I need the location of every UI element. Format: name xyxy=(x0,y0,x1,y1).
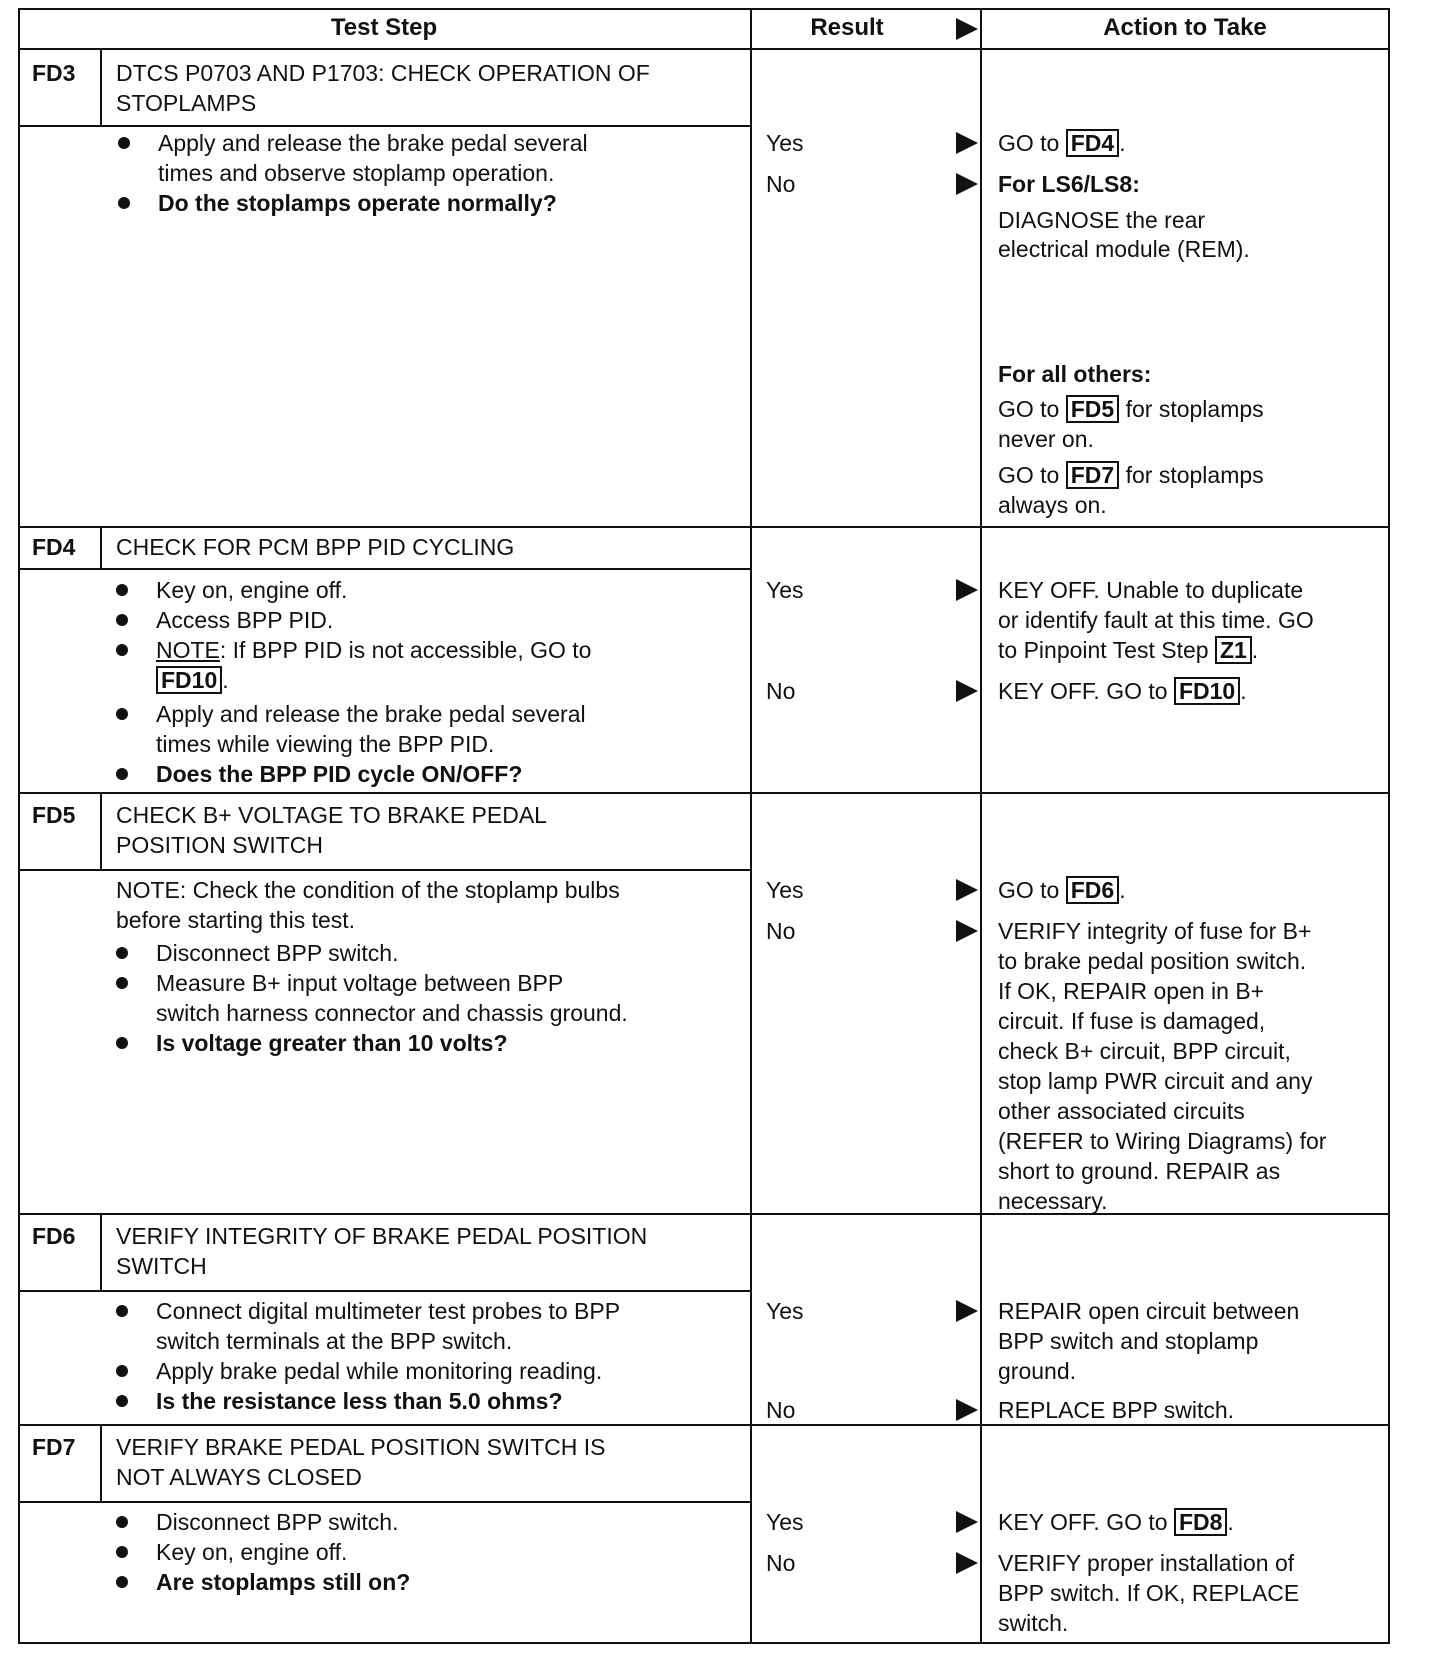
arrow-icon xyxy=(956,1300,978,1322)
action-text: short to ground. REPAIR as xyxy=(998,1158,1281,1184)
arrow-icon xyxy=(956,1399,978,1421)
action-text: BPP switch. If OK, REPLACE xyxy=(998,1580,1300,1606)
step-id: FD4 xyxy=(32,534,76,560)
step-instruction: Disconnect BPP switch. xyxy=(156,1509,399,1535)
step-title: DTCS P0703 AND P1703: CHECK OPERATION OF xyxy=(116,60,650,86)
result-no: No xyxy=(766,1397,796,1423)
step-instruction-cont: times and observe stoplamp operation. xyxy=(158,160,555,186)
action-no: KEY OFF. GO to FD10 . xyxy=(998,678,1247,704)
step-question: Does the BPP PID cycle ON/OFF? xyxy=(156,761,523,787)
action-text: KEY OFF. Unable to duplicate xyxy=(998,577,1304,603)
arrow-icon xyxy=(956,920,978,942)
step-id: FD3 xyxy=(32,60,76,86)
arrow-icon xyxy=(956,1511,978,1533)
section-divider xyxy=(18,792,1390,794)
action-text: circuit. If fuse is damaged, xyxy=(998,1008,1266,1034)
action-column-divider xyxy=(980,8,982,1644)
table-border-top xyxy=(18,8,1390,10)
step-title: CHECK FOR PCM BPP PID CYCLING xyxy=(116,534,515,560)
step-id: FD6 xyxy=(32,1223,76,1249)
action-no: REPLACE BPP switch. xyxy=(998,1397,1235,1423)
arrow-icon xyxy=(956,680,978,702)
step-link-fd6[interactable]: FD6 xyxy=(1066,876,1119,904)
action-text: stop lamp PWR circuit and any xyxy=(998,1068,1313,1094)
action-text: GO to FD5 for stoplamps xyxy=(998,396,1264,422)
header-result: Result xyxy=(810,14,884,41)
step-instruction: Apply and release the brake pedal several xyxy=(156,701,586,727)
step-title: SWITCH xyxy=(116,1253,207,1279)
title-underline xyxy=(18,568,752,570)
pinpoint-test-table xyxy=(18,8,1390,1644)
step-question: Are stoplamps still on? xyxy=(156,1569,411,1595)
arrow-icon xyxy=(956,1552,978,1574)
step-title: CHECK B+ VOLTAGE TO BRAKE PEDAL xyxy=(116,802,547,828)
result-yes: Yes xyxy=(766,577,804,603)
step-link-fd5[interactable]: FD5 xyxy=(1066,395,1119,423)
action-text: never on. xyxy=(998,426,1094,452)
step-id: FD5 xyxy=(32,802,76,828)
step-instruction: Key on, engine off. xyxy=(156,577,348,603)
header-arrow-icon xyxy=(956,18,978,40)
action-text: REPAIR open circuit between xyxy=(998,1298,1300,1324)
step-link-z1[interactable]: Z1 xyxy=(1215,636,1252,664)
action-text: If OK, REPAIR open in B+ xyxy=(998,978,1265,1004)
table-border-bottom xyxy=(18,1642,1390,1644)
step-title: NOT ALWAYS CLOSED xyxy=(116,1464,362,1490)
action-text: or identify fault at this time. GO xyxy=(998,607,1314,633)
action-heading: For all others: xyxy=(998,361,1152,387)
table-border-right xyxy=(1388,8,1390,1644)
id-cell-divider xyxy=(100,1213,102,1291)
header-action: Action to Take xyxy=(1103,14,1267,41)
step-link-fd4[interactable]: FD4 xyxy=(1066,129,1119,157)
arrow-icon xyxy=(956,173,978,195)
id-cell-divider xyxy=(100,48,102,126)
action-text: VERIFY integrity of fuse for B+ xyxy=(998,918,1312,944)
action-heading: For LS6/LS8: xyxy=(998,171,1140,197)
step-instruction: Measure B+ input voltage between BPP xyxy=(156,970,564,996)
step-title: POSITION SWITCH xyxy=(116,832,323,858)
step-question: Is voltage greater than 10 volts? xyxy=(156,1030,508,1056)
step-instruction: Disconnect BPP switch. xyxy=(156,940,399,966)
step-question: Is the resistance less than 5.0 ohms? xyxy=(156,1388,563,1414)
step-link-fd10[interactable]: FD10 xyxy=(1174,677,1240,705)
step-title: VERIFY INTEGRITY OF BRAKE PEDAL POSITION xyxy=(116,1223,648,1249)
result-no: No xyxy=(766,918,796,944)
result-no: No xyxy=(766,678,796,704)
step-instruction-cont: switch terminals at the BPP switch. xyxy=(156,1328,513,1354)
table-border-left xyxy=(18,8,20,1644)
step-instruction-cont: times while viewing the BPP PID. xyxy=(156,731,495,757)
action-text: check B+ circuit, BPP circuit, xyxy=(998,1038,1291,1064)
step-instruction-cont: switch harness connector and chassis ground. xyxy=(156,1000,628,1026)
arrow-icon xyxy=(956,579,978,601)
arrow-icon xyxy=(956,132,978,154)
title-underline xyxy=(18,1290,752,1292)
step-instruction: Apply and release the brake pedal several xyxy=(158,130,588,156)
id-cell-divider xyxy=(100,792,102,870)
action-text: VERIFY proper installation of xyxy=(998,1550,1295,1576)
step-link-fd7[interactable]: FD7 xyxy=(1066,461,1119,489)
step-link-fd10[interactable]: FD10 xyxy=(156,666,222,694)
id-cell-divider xyxy=(100,1424,102,1502)
result-yes: Yes xyxy=(766,130,804,156)
action-text: BPP switch and stoplamp xyxy=(998,1328,1259,1354)
action-text: switch. xyxy=(998,1610,1069,1636)
step-id: FD7 xyxy=(32,1434,76,1460)
title-underline xyxy=(18,869,752,871)
arrow-icon xyxy=(956,879,978,901)
step-note: NOTE: Check the condition of the stoplamp bulbs xyxy=(116,877,620,903)
result-yes: Yes xyxy=(766,877,804,903)
step-title: VERIFY BRAKE PEDAL POSITION SWITCH IS xyxy=(116,1434,606,1460)
diagnostic-page xyxy=(18,8,1390,1644)
title-underline xyxy=(18,1501,752,1503)
step-instruction: Access BPP PID. xyxy=(156,607,334,633)
result-column-divider xyxy=(750,8,752,1644)
action-text: to brake pedal position switch. xyxy=(998,948,1307,974)
action-text: other associated circuits xyxy=(998,1098,1245,1124)
title-underline xyxy=(18,125,752,127)
action-text: to Pinpoint Test Step Z1 . xyxy=(998,637,1259,663)
action-text: GO to FD7 for stoplamps xyxy=(998,462,1264,488)
action-text: ground. xyxy=(998,1358,1077,1384)
step-note: NOTE: If BPP PID is not accessible, GO to xyxy=(156,637,592,663)
result-yes: Yes xyxy=(766,1298,804,1324)
action-yes: KEY OFF. GO to FD8 . xyxy=(998,1509,1234,1535)
step-instruction: Connect digital multimeter test probes to BPP xyxy=(156,1298,621,1324)
action-text: (REFER to Wiring Diagrams) for xyxy=(998,1128,1327,1154)
action-yes: GO to FD4 . xyxy=(998,130,1126,156)
step-note-cont: FD10 . xyxy=(156,665,229,695)
header-divider xyxy=(18,48,1390,50)
step-question: Do the stoplamps operate normally? xyxy=(158,190,557,216)
result-no: No xyxy=(766,1550,796,1576)
action-yes: GO to FD6 . xyxy=(998,877,1126,903)
section-divider xyxy=(18,526,1390,528)
action-text: electrical module (REM). xyxy=(998,236,1250,262)
action-text: necessary. xyxy=(998,1188,1108,1214)
step-title: STOPLAMPS xyxy=(116,90,257,116)
step-instruction: Apply brake pedal while monitoring reading. xyxy=(156,1358,603,1384)
step-note: before starting this test. xyxy=(116,907,356,933)
step-instruction: Key on, engine off. xyxy=(156,1539,348,1565)
id-cell-divider xyxy=(100,526,102,569)
step-link-fd8[interactable]: FD8 xyxy=(1174,1508,1227,1536)
action-text: always on. xyxy=(998,492,1107,518)
section-divider xyxy=(18,1213,1390,1215)
result-no: No xyxy=(766,171,796,197)
result-yes: Yes xyxy=(766,1509,804,1535)
action-text: DIAGNOSE the rear xyxy=(998,207,1206,233)
header-test-step: Test Step xyxy=(330,14,438,41)
